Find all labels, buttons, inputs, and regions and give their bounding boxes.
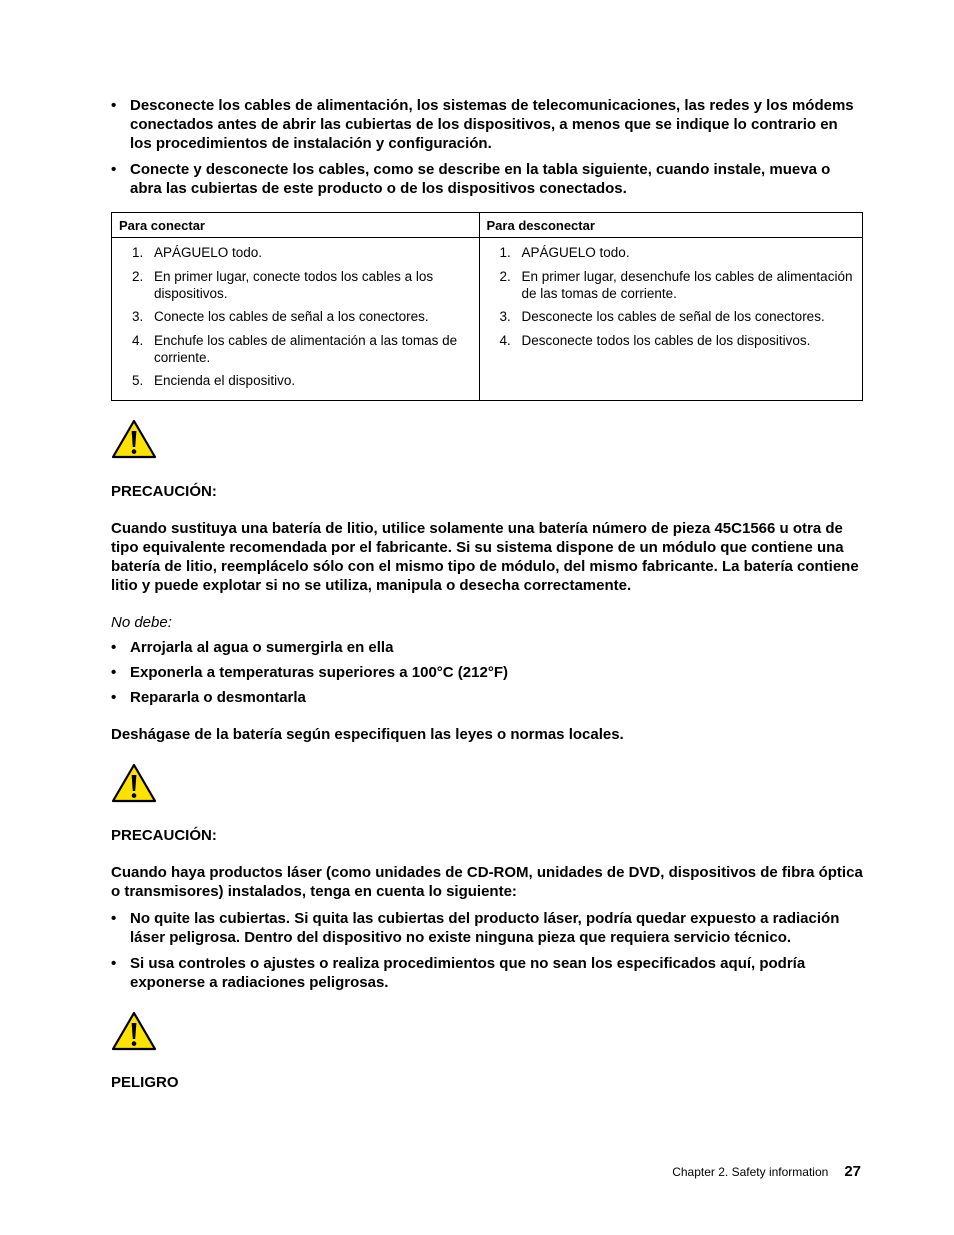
connect-step: 2. En primer lugar, conecte todos los cables a los dispositivos. (147, 268, 472, 302)
disconnect-steps-cell (479, 238, 862, 401)
intro-bullet-2: • Conecte y desconecte los cables, como se describe en la tabla siguiente, cuando instale, mueva o abra las cubiertas de este producto o de los dispositivos conectados. (111, 160, 863, 198)
connect-steps-cell (112, 238, 480, 401)
warning-triangle-icon (111, 763, 157, 803)
connect-step: 3. Conecte los cables de señal a los conectores. (147, 308, 472, 325)
disconnect-step: 3. Desconecte los cables de señal de los conectores. (515, 308, 855, 325)
intro-bullet-1: • Desconecte los cables de alimentación, los sistemas de telecomunicaciones, las redes y los módems conectados antes de abrir las cubiertas de los dispositivos, a menos que se indique lo contrario en los procedimientos de instalación y configuración. (111, 96, 863, 153)
no-debe-label: No debe: (111, 613, 172, 631)
battery-disposal-text: Deshágase de la batería según especifiquen las leyes o normas locales. (111, 725, 624, 743)
connect-steps-list (119, 244, 472, 389)
disconnect-step: 1. APÁGUELO todo. (515, 244, 855, 261)
disconnect-column-header: Para desconectar (479, 213, 862, 238)
intro-bullet-list (111, 96, 863, 198)
connect-column-header: Para conectar (112, 213, 480, 238)
disconnect-step: 2. En primer lugar, desenchufe los cables de alimentación de las tomas de corriente. (515, 268, 855, 302)
battery-bullet: • Exponerla a temperaturas superiores a 100°C (212°F) (111, 663, 863, 682)
page-footer (672, 1163, 861, 1180)
battery-bullet: • Repararla o desmontarla (111, 688, 863, 707)
connect-step: 1. APÁGUELO todo. (147, 244, 472, 261)
page-number: 27 (844, 1163, 861, 1180)
caution-label-laser: PRECAUCIÓN: (111, 826, 217, 844)
connect-step: 4. Enchufe los cables de alimentación a las tomas de corriente. (147, 332, 472, 366)
battery-bullet-list (111, 638, 863, 707)
caution-label-battery: PRECAUCIÓN: (111, 482, 217, 500)
connect-step: 5. Encienda el dispositivo. (147, 372, 472, 389)
disconnect-step: 4. Desconecte todos los cables de los dispositivos. (515, 332, 855, 349)
warning-triangle-icon (111, 419, 157, 459)
caution-battery-text: Cuando sustituya una batería de litio, utilice solamente una batería número de pieza 45C1566 u otra de tipo equivalente recomendada por el fabricante. Si su sistema dispone de un módulo que contiene una batería de litio, reemplácelo sólo con el mismo tipo de módulo, del mismo fabricante. La batería contiene litio y puede explotar si no se utiliza, manipula o desecha correctamente. (111, 519, 859, 594)
page-content (111, 96, 863, 1092)
danger-label: PELIGRO (111, 1073, 179, 1091)
footer-chapter: Chapter 2. Safety information (672, 1165, 829, 1179)
laser-bullet: • No quite las cubiertas. Si quita las cubiertas del producto láser, podría quedar expuesto a radiación láser peligrosa. Dentro del dispositivo no existe ninguna pieza que requiera servicio técnico. (111, 909, 863, 947)
laser-bullet-list (111, 909, 863, 992)
battery-bullet: • Arrojarla al agua o sumergirla en ella (111, 638, 863, 657)
warning-triangle-icon (111, 1011, 157, 1051)
cable-procedure-table (111, 212, 863, 401)
caution-laser-text: Cuando haya productos láser (como unidades de CD-ROM, unidades de DVD, dispositivos de fibra óptica o transmisores) instalados, tenga en cuenta lo siguiente: (111, 863, 863, 900)
disconnect-steps-list (487, 244, 855, 349)
laser-bullet: • Si usa controles o ajustes o realiza procedimientos que no sean los especificados aquí, podría exponerse a radiaciones peligrosas. (111, 954, 863, 992)
